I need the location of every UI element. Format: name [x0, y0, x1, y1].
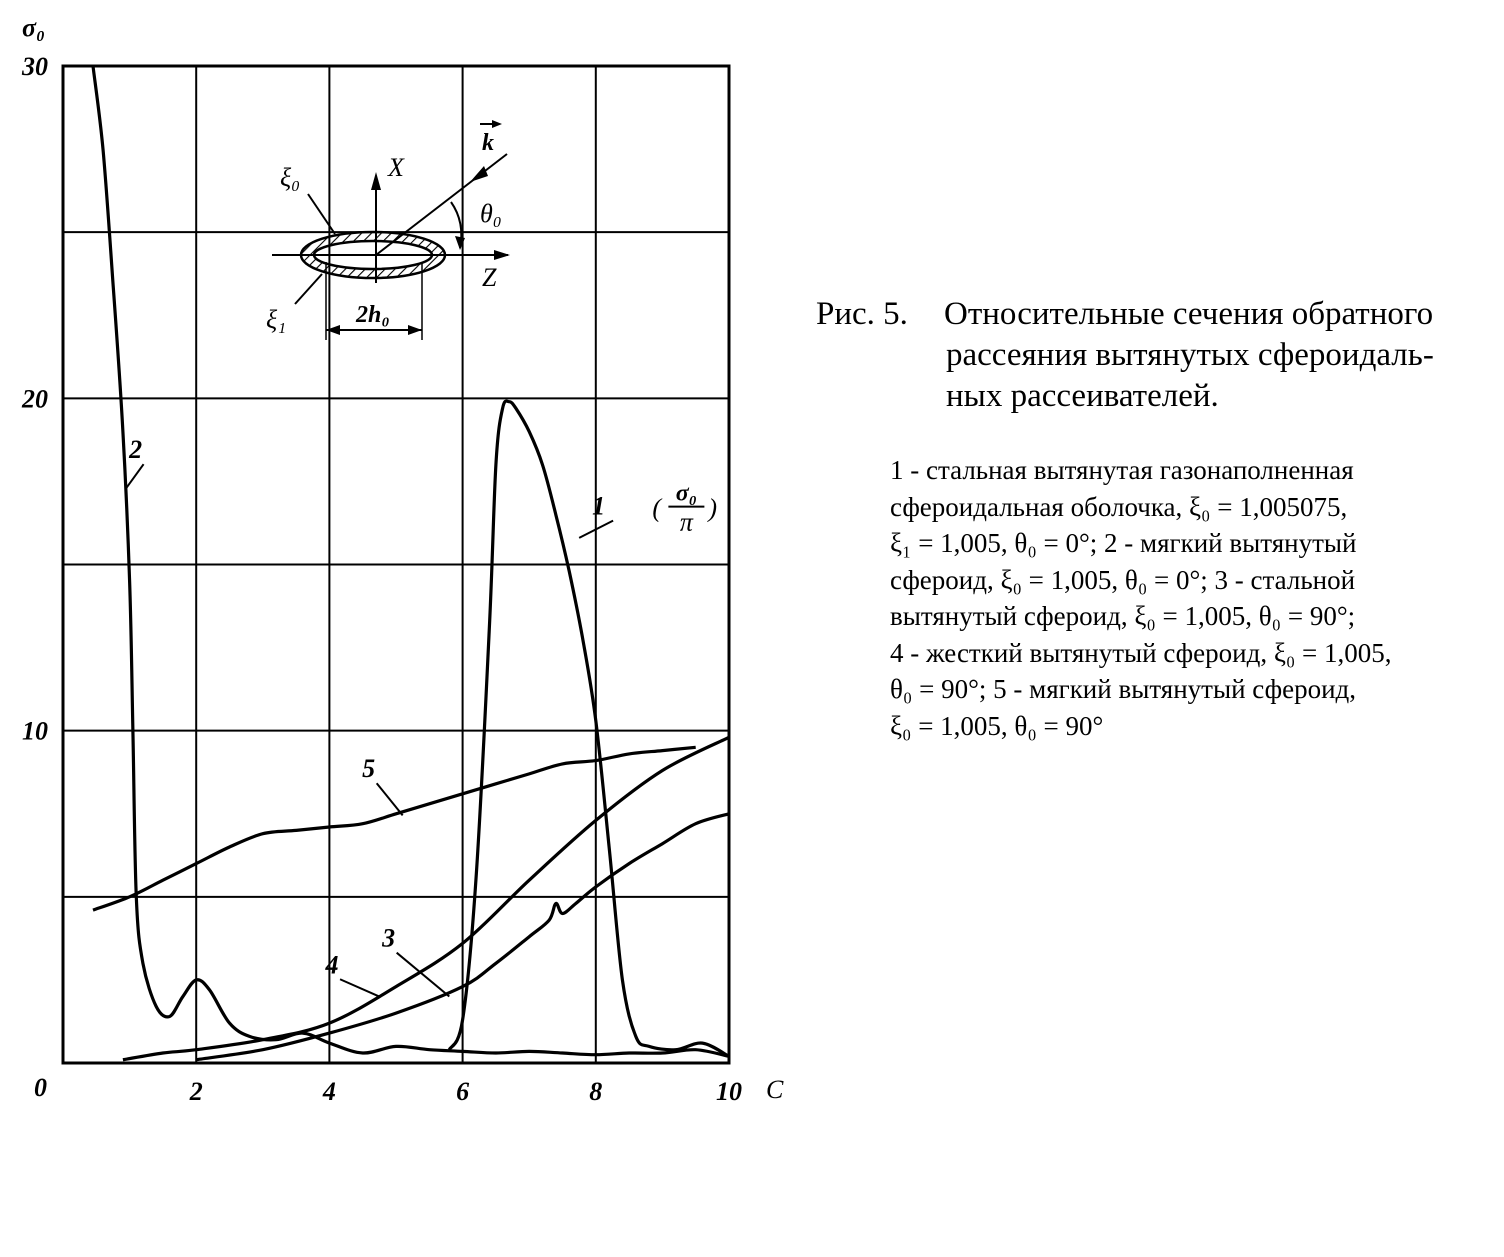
paren-left: (	[652, 493, 662, 523]
curves	[93, 66, 729, 1060]
x-axis-label: X	[388, 153, 404, 182]
y-tick-label: 30	[22, 52, 48, 81]
theta-label: θ₀	[480, 199, 502, 228]
dim-arrow-right-icon	[408, 325, 422, 335]
k-label: k	[482, 130, 494, 156]
fraction-numerator: σ₀	[675, 480, 698, 507]
x-tick-label: 10	[716, 1077, 742, 1106]
length-label: 2h₀	[356, 302, 390, 328]
fraction-denominator: π	[679, 507, 693, 537]
y-tick-label: 10	[22, 716, 48, 746]
x-tick-label: 6	[456, 1077, 470, 1106]
curve-label-leader	[377, 783, 403, 815]
dim-arrow-left-icon	[326, 325, 340, 335]
paren-right: )	[708, 493, 718, 523]
x-tick-label: 4	[322, 1077, 336, 1106]
k-overarrow-icon	[492, 120, 502, 128]
caption-line-1: Относительные сечения обратного	[944, 296, 1434, 332]
caption-line-3: ных рассеивателей.	[946, 378, 1219, 414]
xi0-label: ξ₀	[280, 163, 301, 192]
curve-label-leader	[126, 464, 143, 488]
curve-labels	[126, 435, 717, 996]
curve-label-4: 4	[325, 950, 339, 980]
curve-label-3: 3	[382, 923, 396, 953]
k-arrow-icon	[470, 166, 488, 182]
figure-caption	[816, 294, 1496, 417]
x-arrow-icon	[371, 172, 381, 190]
legend-line: θ₀ = 90°; 5 - мягкий вытянутый сфероид,	[890, 674, 1357, 704]
y-tick-label: 20	[22, 384, 48, 414]
legend-line: ξ₁ = 1,005, θ₀ = 0°; 2 - мягкий вытянутый	[890, 528, 1357, 558]
legend-line: сфероид, ξ₀ = 1,005, θ₀ = 0°; 3 - стальной	[890, 564, 1356, 595]
legend-line: вытянутый сфероид, ξ₀ = 1,005, θ₀ = 90°;	[890, 601, 1356, 631]
xi0-leader	[308, 194, 335, 234]
series-5-line	[93, 747, 696, 910]
spheroid-inset	[266, 120, 510, 340]
xi1-leader	[295, 274, 322, 304]
legend-line: 4 - жесткий вытянутый сфероид, ξ₀ = 1,005,	[890, 637, 1392, 668]
legend-line: сфероидальная оболочка, ξ₀ = 1,005075,	[890, 491, 1348, 522]
legend-line: ξ₀ = 1,005, θ₀ = 90°	[890, 710, 1104, 741]
z-axis-label: Z	[482, 263, 497, 292]
curve-label-5: 5	[362, 754, 376, 784]
caption-line-2: рассеяния вытянутых сфероидаль-	[946, 337, 1434, 373]
legend-line: 1 - стальная вытянутая газонаполненная	[890, 455, 1354, 485]
y-axis-title: σ₀	[22, 13, 46, 42]
curve-label-2: 2	[129, 435, 143, 465]
caption-head: Рис. 5.	[816, 296, 908, 332]
x-axis-title: C	[766, 1075, 784, 1104]
curve-label-leader	[340, 979, 379, 996]
grid	[63, 66, 729, 1063]
x-tick-label: 2	[189, 1077, 203, 1106]
origin-label: 0	[34, 1073, 47, 1102]
curve-label-1: 1	[592, 491, 606, 521]
x-tick-label: 8	[589, 1077, 603, 1106]
xi1-label: ξ₁	[266, 305, 287, 334]
series-4-line	[123, 737, 729, 1059]
series-2-line	[93, 66, 729, 1056]
legend	[890, 452, 1490, 744]
z-arrow-icon	[494, 250, 510, 260]
